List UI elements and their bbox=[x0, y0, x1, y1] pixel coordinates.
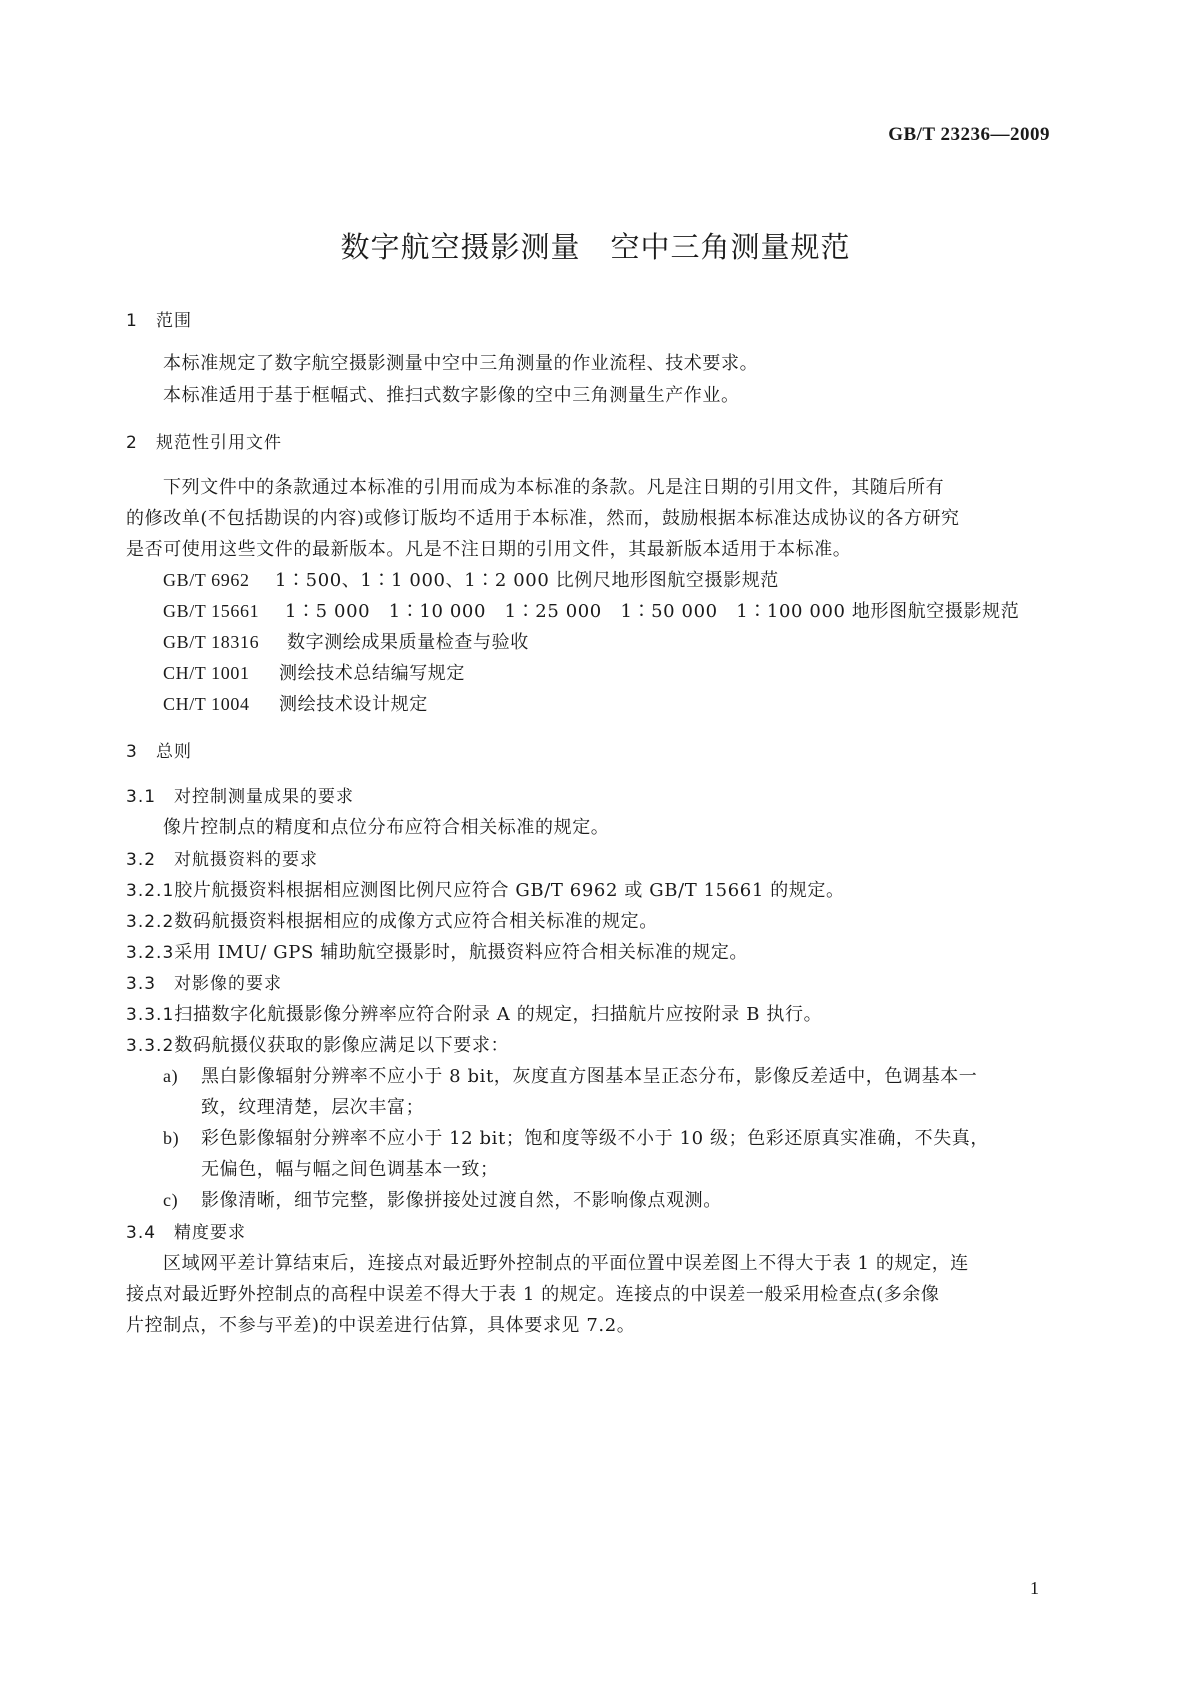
reference-title: 1∶500、1∶1 000、1∶2 000 比例尺地形图航空摄影规范 bbox=[275, 570, 779, 591]
reference-item bbox=[163, 690, 428, 716]
subsection-title: 对影像的要求 bbox=[174, 974, 282, 994]
clause-number: 3.3.2 bbox=[126, 1036, 175, 1056]
clause-3-2-1 bbox=[126, 876, 845, 902]
section-title: 范围 bbox=[156, 311, 192, 331]
list-marker: c) bbox=[163, 1190, 179, 1210]
reference-title: 测绘技术设计规定 bbox=[279, 694, 428, 715]
reference-item bbox=[163, 597, 1019, 623]
section-number: 1 bbox=[126, 311, 138, 331]
subsection-title: 精度要求 bbox=[174, 1223, 246, 1243]
clause-number: 3.2.1 bbox=[126, 881, 175, 901]
paragraph: 本标准规定了数字航空摄影测量中空中三角测量的作业流程、技术要求。 bbox=[163, 353, 759, 374]
subsection-3-3-heading bbox=[126, 969, 282, 994]
reference-title: 数字测绘成果质量检查与验收 bbox=[287, 632, 529, 653]
paragraph: 像片控制点的精度和点位分布应符合相关标准的规定。 bbox=[163, 817, 610, 838]
paragraph-line: 片控制点，不参与平差)的中误差进行估算，具体要求见 7.2。 bbox=[126, 1315, 636, 1336]
clause-text: 数码航摄仪获取的影像应满足以下要求： bbox=[174, 1035, 510, 1056]
list-item-b bbox=[163, 1124, 989, 1150]
reference-title: 测绘技术总结编写规定 bbox=[279, 663, 465, 684]
reference-code: CH/T 1004 bbox=[163, 694, 250, 714]
list-text: 影像清晰，细节完整，影像拼接处过渡自然，不影响像点观测。 bbox=[201, 1190, 722, 1211]
reference-code: GB/T 18316 bbox=[163, 632, 260, 652]
clause-text: 扫描数字化航摄影像分辨率应符合附录 A 的规定，扫描航片应按附录 B 执行。 bbox=[174, 1004, 823, 1025]
reference-code: GB/T 15661 bbox=[163, 601, 260, 621]
clause-number: 3.2.2 bbox=[126, 912, 175, 932]
section-3-heading bbox=[126, 737, 192, 762]
section-number: 2 bbox=[126, 433, 138, 453]
list-text: 彩色影像辐射分辨率不应小于 12 bit；饱和度等级不小于 10 级；色彩还原真实准确，不失真， bbox=[201, 1128, 990, 1149]
clause-number: 3.2.3 bbox=[126, 943, 175, 963]
section-2-heading bbox=[126, 428, 282, 453]
clause-3-2-3 bbox=[126, 938, 748, 964]
paragraph: 本标准适用于基于框幅式、推扫式数字影像的空中三角测量生产作业。 bbox=[163, 385, 740, 406]
paragraph-line: 下列文件中的条款通过本标准的引用而成为本标准的条款。凡是注日期的引用文件，其随后所有 bbox=[163, 477, 945, 498]
section-title: 规范性引用文件 bbox=[156, 433, 282, 453]
list-item-a bbox=[163, 1062, 977, 1088]
paragraph-line: 区域网平差计算结束后，连接点对最近野外控制点的平面位置中误差图上不得大于表 1 的规定，连 bbox=[163, 1253, 969, 1274]
section-1-heading bbox=[126, 306, 192, 331]
list-marker: a) bbox=[163, 1066, 179, 1086]
subsection-number: 3.2 bbox=[126, 850, 157, 870]
reference-code: GB/T 6962 bbox=[163, 570, 250, 590]
subsection-number: 3.1 bbox=[126, 787, 157, 807]
subsection-title: 对控制测量成果的要求 bbox=[174, 787, 354, 807]
clause-3-2-2 bbox=[126, 907, 658, 933]
list-item-c bbox=[163, 1186, 722, 1212]
clause-3-3-1 bbox=[126, 1000, 822, 1026]
clause-text: 采用 IMU/ GPS 辅助航空摄影时，航摄资料应符合相关标准的规定。 bbox=[174, 942, 749, 963]
reference-title: 1∶5 000 1∶10 000 1∶25 000 1∶50 000 1∶100 000 地形图航空摄影规范 bbox=[285, 601, 1020, 622]
subsection-3-1-heading bbox=[126, 782, 354, 807]
document-code: GB/T 23236—2009 bbox=[888, 124, 1050, 145]
reference-item bbox=[163, 659, 465, 685]
page-number: 1 bbox=[1030, 1578, 1039, 1598]
section-number: 3 bbox=[126, 742, 138, 762]
reference-code: CH/T 1001 bbox=[163, 663, 250, 683]
reference-item bbox=[163, 566, 779, 592]
subsection-number: 3.4 bbox=[126, 1223, 157, 1243]
reference-item bbox=[163, 628, 529, 654]
list-item-a-continued: 致，纹理清楚，层次丰富； bbox=[201, 1097, 425, 1118]
clause-3-3-2 bbox=[126, 1031, 509, 1057]
list-text: 黑白影像辐射分辨率不应小于 8 bit，灰度直方图基本呈正态分布，影像反差适中，色调基本一 bbox=[201, 1066, 978, 1087]
list-item-b-continued: 无偏色，幅与幅之间色调基本一致； bbox=[201, 1159, 499, 1180]
paragraph-line: 接点对最近野外控制点的高程中误差不得大于表 1 的规定。连接点的中误差一般采用检查点(多余像 bbox=[126, 1284, 940, 1305]
section-title: 总则 bbox=[156, 742, 192, 762]
list-marker: b) bbox=[163, 1128, 180, 1148]
clause-number: 3.3.1 bbox=[126, 1005, 175, 1025]
page-title: 数字航空摄影测量 空中三角测量规范 bbox=[340, 230, 851, 264]
clause-text: 数码航摄资料根据相应的成像方式应符合相关标准的规定。 bbox=[174, 911, 658, 932]
paragraph-line: 是否可使用这些文件的最新版本。凡是不注日期的引用文件，其最新版本适用于本标准。 bbox=[126, 539, 852, 560]
subsection-3-4-heading bbox=[126, 1218, 246, 1243]
subsection-title: 对航摄资料的要求 bbox=[174, 850, 318, 870]
paragraph-line: 的修改单(不包括勘误的内容)或修订版均不适用于本标准，然而，鼓励根据本标准达成协议的各方研究 bbox=[126, 508, 960, 529]
subsection-3-2-heading bbox=[126, 845, 318, 870]
subsection-number: 3.3 bbox=[126, 974, 157, 994]
clause-text: 胶片航摄资料根据相应测图比例尺应符合 GB/T 6962 或 GB/T 15661 的规定。 bbox=[174, 880, 845, 901]
